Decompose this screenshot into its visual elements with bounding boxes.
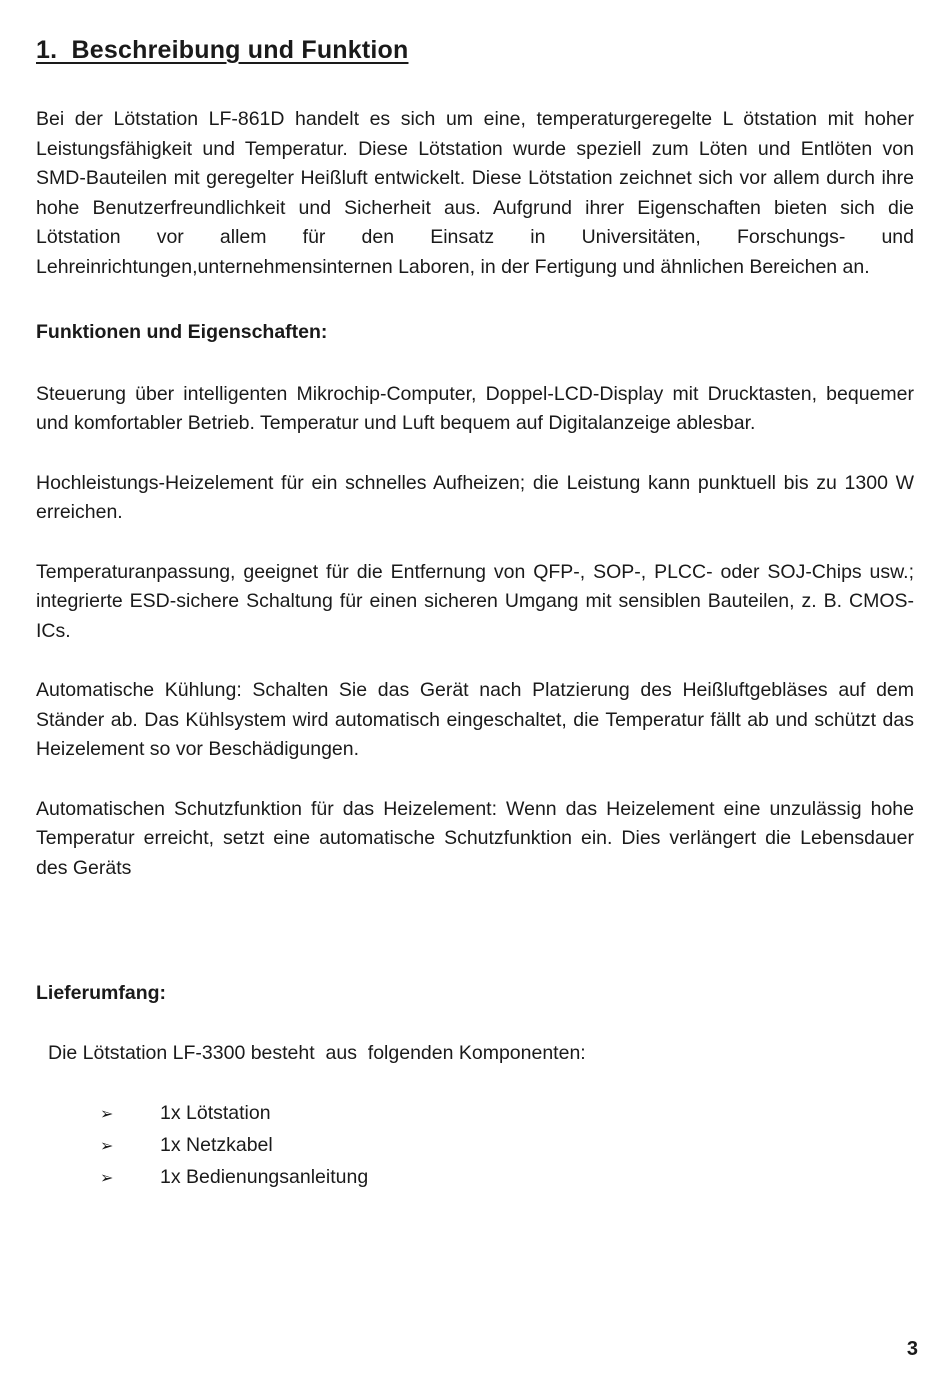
feature-paragraph: Steuerung über intelligenten Mikrochip-Computer, Doppel-LCD-Display mit Drucktasten, bequemer und komfortabler Betrieb. Temperatur und Luft bequem auf Digitalanzeige ablesbar. (36, 382, 914, 434)
list-item (100, 1162, 914, 1194)
arrow-bullet-icon: ➢ (100, 1138, 114, 1155)
list-item (100, 1130, 914, 1162)
feature-paragraph: Automatische Kühlung: Schalten Sie das Gerät nach Platzierung des Heißluftgebläses auf dem Ständer ab. Das Kühlsystem wird automatisch eingeschaltet, die Temperatur fällt ab und schützt das Heizelement so vor Beschädigungen. (36, 679, 914, 760)
delivery-heading: Lieferumfang: (36, 982, 167, 1004)
component-list (36, 1098, 914, 1194)
list-item-label: 1x Bedienungsanleitung (160, 1166, 369, 1188)
section-heading: 1. Beschreibung und Funktion (36, 36, 409, 64)
feature-paragraph: Hochleistungs-Heizelement für ein schnelles Aufheizen; die Leistung kann punktuell bis zu 1300 W erreichen. (36, 471, 914, 523)
features-heading: Funktionen und Eigenschaften: (36, 321, 328, 343)
arrow-bullet-icon: ➢ (100, 1106, 114, 1123)
delivery-intro: Die Lötstation LF-3300 besteht aus folgenden Komponenten: (48, 1041, 586, 1064)
arrow-bullet-icon: ➢ (100, 1170, 114, 1187)
list-item-label: 1x Netzkabel (160, 1134, 273, 1156)
page-number: 3 (906, 1338, 918, 1360)
intro-paragraph: Bei der Lötstation LF-861D handelt es sich um eine, temperaturgeregelte L ötstation mit hoher Leistungsfähigkeit und Temperatur. Diese Lötstation wurde speziell zum Löten und Entlöten von SMD-Bauteilen mit geregelter Heißluft entwickelt. Diese Lötstation zeichnet sich vor allem durch ihre hohe Benutzerfreundlichkeit und Sicherheit aus. Aufgrund ihrer Eigenschaften bieten sich die Lötstation vor allem für den Einsatz in Universitäten, Forschungs- und Lehreinrichtungen,unternehmensinternen Laboren, in der Fertigung und ähnlichen Bereichen an. (36, 108, 914, 278)
list-item (100, 1098, 914, 1130)
feature-paragraph: Temperaturanpassung, geeignet für die Entfernung von QFP-, SOP-, PLCC- oder SOJ-Chips usw.; integrierte ESD-sichere Schaltung für einen sicheren Umgang mit sensiblen Bauteilen, z. B. CMOS-ICs. (36, 560, 914, 642)
list-item-label: 1x Lötstation (160, 1102, 271, 1124)
feature-paragraph: Automatischen Schutzfunktion für das Heizelement: Wenn das Heizelement eine unzulässig hohe Temperatur erreicht, setzt eine automatische Schutzfunktion ein. Dies verlängert die Lebensdauer des Geräts (36, 797, 914, 879)
